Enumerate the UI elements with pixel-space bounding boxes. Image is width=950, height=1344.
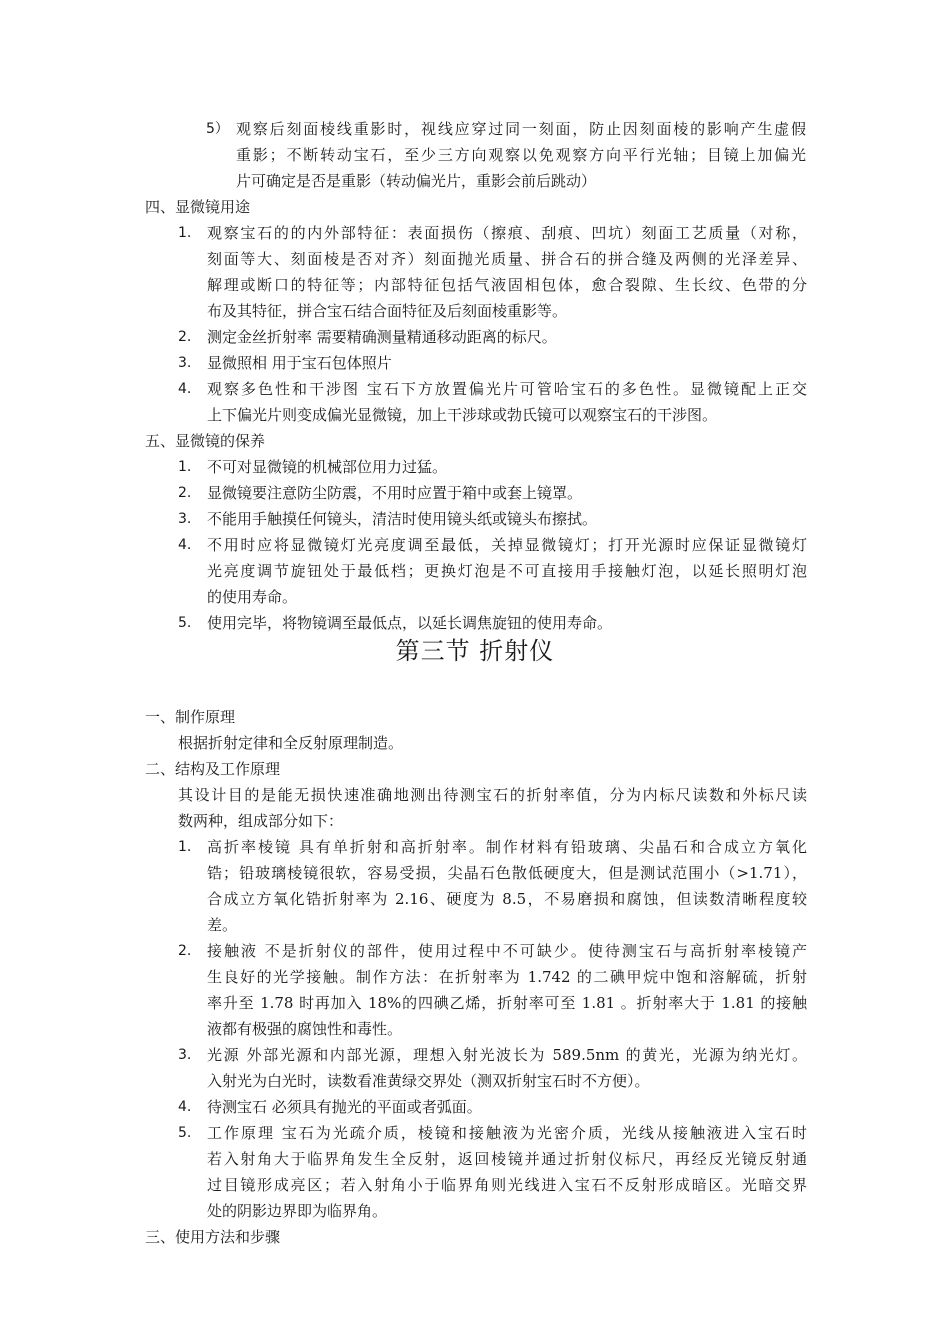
paragraph-line: 上下偏光片则变成偏光显微镜，加上干涉球或勃氏镜可以观察宝石的干涉图。 xyxy=(207,406,718,424)
paragraph-line: 的使用寿命。 xyxy=(207,588,298,606)
list-number: 1. xyxy=(178,225,192,241)
list-number: 5. xyxy=(178,615,192,631)
paragraph-line: 待测宝石 必须具有抛光的平面或者弧面。 xyxy=(207,1098,482,1116)
list-number: 4. xyxy=(178,537,192,553)
paragraph-line: 率升至 1.78 时再加入 18%的四碘乙烯，折射率可至 1.81 。折射率大于 1.81 的接触 xyxy=(207,994,807,1012)
list-number: 3. xyxy=(178,355,192,371)
list-number: 3. xyxy=(178,1047,192,1063)
paragraph-line: 观察宝石的的内外部特征：表面损伤（擦痕、刮痕、凹坑）刻面工艺质量（对称， xyxy=(207,224,807,242)
paragraph-line: 观察多色性和干涉图 宝石下方放置偏光片可管哈宝石的多色性。显微镜配上正交 xyxy=(207,380,807,398)
paragraph-line: 其设计目的是能无损快速准确地测出待测宝石的折射率值，分为内标尺读数和外标尺读 xyxy=(178,786,807,804)
paragraph-line: 液都有极强的腐蚀性和毒性。 xyxy=(207,1020,403,1038)
paragraph-line: 若入射角大于临界角发生全反射，返回棱镜并通过折射仪标尺，再经反光镜反射通 xyxy=(207,1150,807,1168)
list-number: 5. xyxy=(178,1125,192,1141)
list-number: 1. xyxy=(178,839,192,855)
section-heading: 五、显微镜的保养 xyxy=(145,432,266,450)
chapter-title: 第三节 折射仪 xyxy=(395,637,555,665)
paragraph-line: 处的阴影边界即为临界角。 xyxy=(207,1202,388,1220)
list-number: 5） xyxy=(206,121,229,137)
paragraph-line: 解理或断口的特征等；内部特征包括气液固相包体，愈合裂隙、生长纹、色带的分 xyxy=(207,276,807,294)
list-number: 4. xyxy=(178,1099,192,1115)
paragraph-line: 使用完毕，将物镜调至最低点，以延长调焦旋钮的使用寿命。 xyxy=(207,614,613,632)
list-number: 1. xyxy=(178,459,192,475)
paragraph-line: 生良好的光学接触。制作方法：在折射率为 1.742 的二碘甲烷中饱和溶解硫，折射 xyxy=(207,968,807,986)
paragraph-line: 锆；铅玻璃棱镜很软，容易受损，尖晶石色散低硬度大，但是测试范围小（>1.71）， xyxy=(207,864,807,882)
paragraph-line: 差。 xyxy=(207,916,238,934)
section-heading: 二、结构及工作原理 xyxy=(145,760,281,778)
paragraph-line: 不用时应将显微镜灯光亮度调至最低，关掉显微镜灯；打开光源时应保证显微镜灯 xyxy=(207,536,807,554)
paragraph-line: 片可确定是否是重影（转动偏光片，重影会前后跳动） xyxy=(236,172,597,190)
list-number: 4. xyxy=(178,381,192,397)
paragraph-line: 不能用手触摸任何镜头，清洁时使用镜头纸或镜头布擦拭。 xyxy=(207,510,598,528)
list-number: 3. xyxy=(178,511,192,527)
paragraph-line: 观察后刻面棱线重影时，视线应穿过同一刻面，防止因刻面棱的影响产生虚假 xyxy=(236,120,806,138)
paragraph-line: 高折率棱镜 具有单折射和高折射率。制作材料有铅玻璃、尖晶石和合成立方氧化 xyxy=(207,838,807,856)
paragraph-line: 过目镜形成亮区；若入射角小于临界角则光线进入宝石不反射形成暗区。光暗交界 xyxy=(207,1176,807,1194)
paragraph-line: 工作原理 宝石为光疏介质，棱镜和接触液为光密介质，光线从接触液进入宝石时 xyxy=(207,1124,807,1142)
paragraph-line: 布及其特征，拼合宝石结合面特征及后刻面棱重影等。 xyxy=(207,302,568,320)
paragraph-line: 重影；不断转动宝石，至少三方向观察以免观察方向平行光轴；目镜上加偏光 xyxy=(236,146,806,164)
paragraph-line: 不可对显微镜的机械部位用力过猛。 xyxy=(207,458,448,476)
paragraph-line: 入射光为白光时，读数看准黄绿交界处（测双折射宝石时不方便）。 xyxy=(207,1072,650,1090)
paragraph-line: 测定金丝折射率 需要精确测量精通移动距离的标尺。 xyxy=(207,328,557,346)
paragraph-line: 数两种，组成部分如下： xyxy=(178,812,344,830)
section-heading: 四、显微镜用途 xyxy=(145,198,251,216)
section-heading: 三、使用方法和步骤 xyxy=(145,1228,281,1246)
paragraph-line: 显微镜要注意防尘防震，不用时应置于箱中或套上镜罩。 xyxy=(207,484,583,502)
paragraph-line: 显微照相 用于宝石包体照片 xyxy=(207,354,392,372)
paragraph-line: 光亮度调节旋钮处于最低档；更换灯泡是不可直接用手接触灯泡，以延长照明灯泡 xyxy=(207,562,807,580)
paragraph-line: 接触液 不是折射仪的部件，使用过程中不可缺少。使待测宝石与高折射率棱镜产 xyxy=(207,942,807,960)
paragraph-line: 刻面等大、刻面棱是否对齐）刻面抛光质量、拼合石的拼合缝及两侧的光泽差异、 xyxy=(207,250,807,268)
paragraph-line: 光源 外部光源和内部光源，理想入射光波长为 589.5nm 的黄光，光源为纳光灯。 xyxy=(207,1046,807,1064)
paragraph-line: 合成立方氧化锆折射率为 2.16、硬度为 8.5，不易磨损和腐蚀，但读数清晰程度较 xyxy=(207,890,807,908)
list-number: 2. xyxy=(178,485,192,501)
paragraph-line: 根据折射定律和全反射原理制造。 xyxy=(178,734,404,752)
list-number: 2. xyxy=(178,329,192,345)
list-number: 2. xyxy=(178,943,192,959)
section-heading: 一、制作原理 xyxy=(145,708,236,726)
